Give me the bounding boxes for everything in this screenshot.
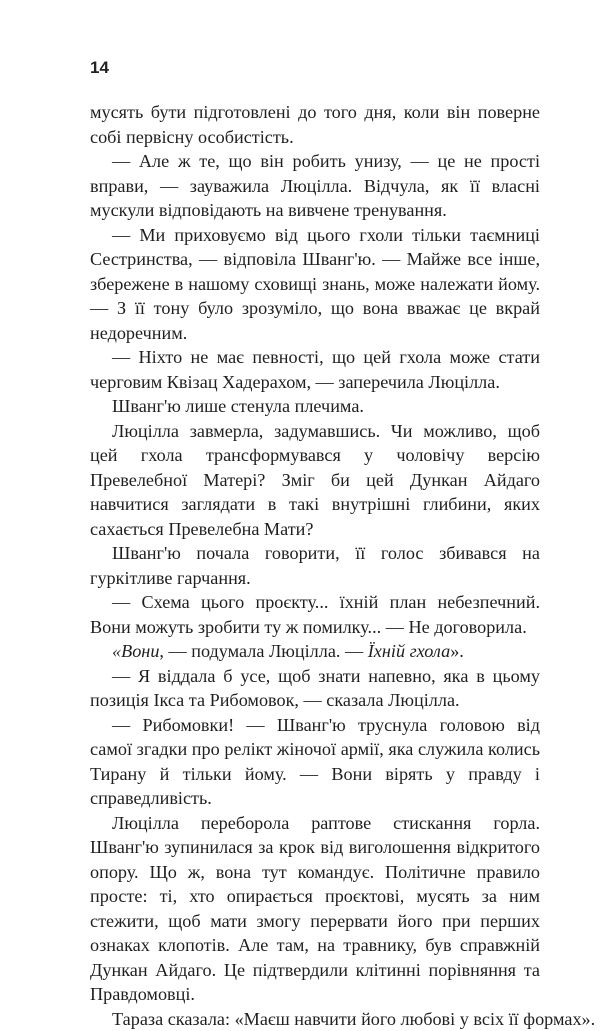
paragraph: Шванг'ю почала говорити, її голос збивався на гуркітливе гарчання.: [90, 541, 540, 590]
paragraph: Люцілла завмерла, задумавшись. Чи можливо, щоб цей гхола трансформувався у чоловічу версію Превелебної Матері? Зміг би цей Дункан Айдаго навчитися заглядати в такі внутрішні глибини, яких сахається Превелебна Мати?: [90, 419, 540, 542]
paragraph: мусять бути підготовлені до того дня, коли він поверне собі первісну особистість.: [90, 100, 540, 149]
paragraph: Тараза сказала: «Маєш навчити його любові у всіх її формах».: [90, 1007, 540, 1031]
paragraph: — Схема цього проєкту... їхній план небезпечний. Вони можуть зробити ту ж помилку... — Не договорила.: [90, 590, 540, 639]
thought-plain-1: , — подумала Люцілла. —: [159, 641, 367, 661]
paragraph: — Рибомовки! — Шванг'ю труснула головою від самої згадки про релікт жіночої армії, яка служила колись Тирану й тільки йому. — Вони вірять у правду і справедливість.: [90, 713, 540, 811]
paragraph: — Ми приховуємо від цього гхоли тільки таємниці Сестринства, — відповіла Шванг'ю. — Майже все інше, збережене в нашому сховищі знань, може належати йому. — З її тону було зрозуміло, що вона вважає це вкрай недоречним.: [90, 223, 540, 346]
paragraph: — Але ж те, що він робить унизу, — це не прості вправи, — зауважила Люцілла. Відчула, як її власні мускули відповідають на вивчене тренування.: [90, 149, 540, 223]
thought-italic-2: Їхній гхола: [368, 641, 450, 661]
paragraph: Люцілла переборола раптове стискання горла. Шванг'ю зупинилася за крок від виголошення відкритого опору. Що ж, вона тут командує. Політичне правило просте: ті, хто опирається проєктові, мусять за ним стежити, щоб мати змогу перервати його при перших ознаках клопотів. Але там, на травнику, був справжній Дункан Айдаго. Це підтвердили клітинні порівняння та Правдомовці.: [90, 811, 540, 1007]
body-text: [90, 100, 540, 1031]
paragraph: Шванг'ю лише стенула плечима.: [90, 394, 540, 419]
paragraph: — Я віддала б усе, щоб знати напевно, яка в цьому позиція Ікса та Рибомовок, — сказала Люцілла.: [90, 664, 540, 713]
thought-plain-2: ».: [450, 641, 464, 661]
page-number: 14: [90, 58, 109, 78]
paragraph: — Ніхто не має певності, що цей гхола може стати черговим Квізац Хадерахом, — заперечила Люцілла.: [90, 345, 540, 394]
thought-italic-1: «Вони: [112, 641, 159, 661]
paragraph-thought: [90, 639, 540, 664]
